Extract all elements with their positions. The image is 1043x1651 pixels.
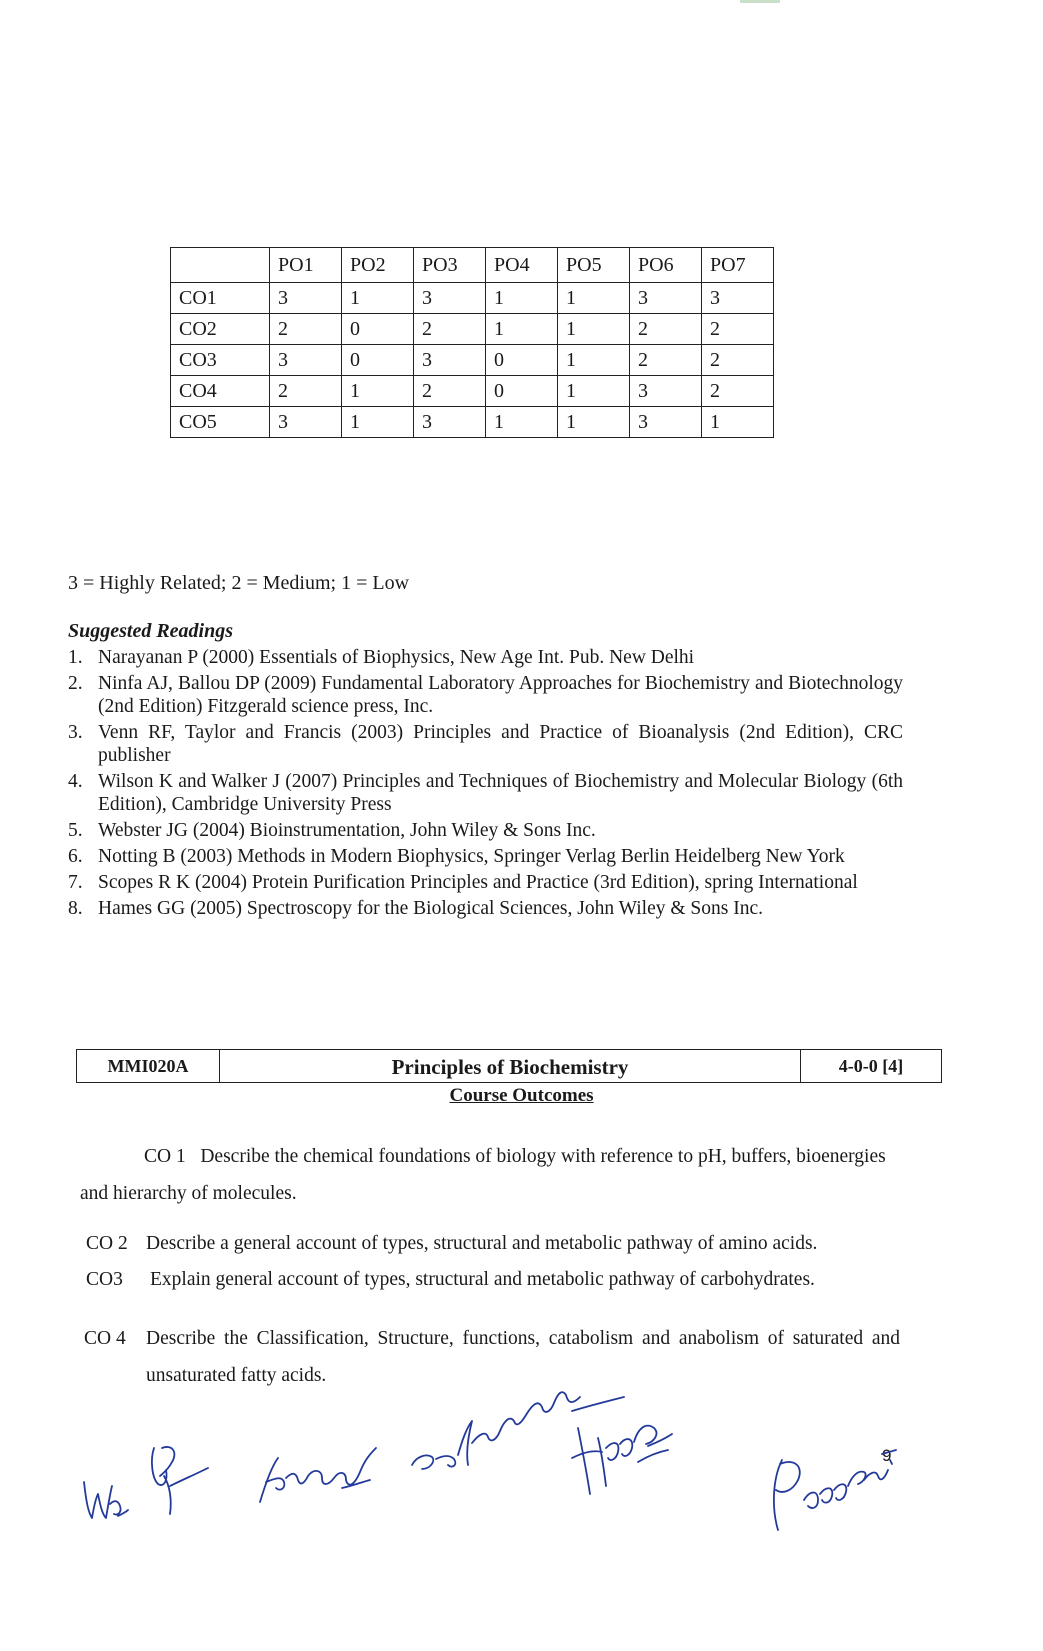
list-item	[68, 897, 903, 920]
course-outcome-4	[84, 1320, 900, 1394]
column-header-po7: PO7	[702, 248, 774, 283]
table-cell: 3	[630, 407, 702, 438]
outcome-text: Describe the Classification, Structure, functions, catabolism and anabolism of saturated and unsaturated fatty acids.	[146, 1328, 900, 1386]
outcome-text: Describe the chemical foundations of biology with reference to pH, buffers, bioenergies and hierarchy of molecules.	[80, 1146, 886, 1204]
signature-1-icon	[80, 1470, 130, 1530]
table-cell: 2	[630, 345, 702, 376]
column-header-po5: PO5	[558, 248, 630, 283]
table-corner-cell	[171, 248, 270, 283]
list-item	[68, 871, 903, 894]
table-cell: 2	[414, 314, 486, 345]
table-cell: 1	[558, 345, 630, 376]
table-cell: 1	[342, 376, 414, 407]
table-row	[171, 376, 774, 407]
table-cell: 1	[558, 376, 630, 407]
outcome-label: CO 1	[144, 1146, 186, 1167]
row-label: CO5	[171, 407, 270, 438]
table-cell: 3	[270, 345, 342, 376]
table-cell: 2	[414, 376, 486, 407]
table-cell: 1	[342, 283, 414, 314]
suggested-readings-list	[68, 646, 903, 923]
list-item	[68, 770, 903, 816]
list-number: 4.	[68, 771, 83, 792]
course-outcomes-heading: Course Outcomes	[449, 1085, 594, 1106]
table-row	[171, 345, 774, 376]
outcome-text: Describe a general account of types, structural and metabolic pathway of amino acids.	[146, 1233, 818, 1254]
outcome-label: CO3	[86, 1269, 123, 1290]
table-cell: 2	[270, 376, 342, 407]
table-cell: 1	[558, 283, 630, 314]
table-cell: 3	[414, 283, 486, 314]
course-title: Principles of Biochemistry	[220, 1050, 801, 1082]
table-cell: 1	[486, 283, 558, 314]
table-cell: 1	[342, 407, 414, 438]
course-outcome-1	[80, 1138, 900, 1212]
course-outcome-3	[86, 1268, 900, 1292]
reading-text: Wilson K and Walker J (2007) Principles and Techniques of Biochemistry and Molecular Biology (6th Edition), Cambridge University Press	[98, 771, 903, 815]
list-item	[68, 646, 903, 669]
table-cell: 0	[342, 314, 414, 345]
column-header-po1: PO1	[270, 248, 342, 283]
table-cell: 2	[630, 314, 702, 345]
column-header-po4: PO4	[486, 248, 558, 283]
list-item	[68, 819, 903, 842]
signature-6-icon	[764, 1430, 904, 1540]
table-cell: 3	[630, 283, 702, 314]
signature-3-icon	[252, 1442, 382, 1512]
table-cell: 2	[270, 314, 342, 345]
list-number: 5.	[68, 820, 83, 841]
list-number: 7.	[68, 872, 83, 893]
suggested-readings-heading: Suggested Readings	[68, 620, 234, 642]
table-header-row	[171, 248, 774, 283]
list-number: 1.	[68, 647, 83, 668]
reading-text: Ninfa AJ, Ballou DP (2009) Fundamental Laboratory Approaches for Biochemistry and Biotechnology (2nd Edition) Fitzgerald science press, Inc.	[98, 673, 903, 717]
table-cell: 2	[702, 345, 774, 376]
column-header-po2: PO2	[342, 248, 414, 283]
list-number: 8.	[68, 898, 83, 919]
list-number: 3.	[68, 722, 83, 743]
signature-2-icon	[142, 1440, 222, 1520]
row-label: CO2	[171, 314, 270, 345]
outcome-text: Explain general account of types, structural and metabolic pathway of carbohydrates.	[150, 1269, 815, 1290]
reading-text: Scopes R K (2004) Protein Purification Principles and Practice (3rd Edition), spring International	[98, 872, 858, 893]
table-cell: 1	[486, 314, 558, 345]
row-label: CO1	[171, 283, 270, 314]
table-cell: 0	[342, 345, 414, 376]
table-cell: 1	[702, 407, 774, 438]
column-header-po6: PO6	[630, 248, 702, 283]
table-cell: 1	[558, 314, 630, 345]
outcome-label: CO 2	[86, 1233, 128, 1254]
course-header-box	[76, 1049, 942, 1083]
page-edge-mark	[740, 0, 780, 3]
table-cell: 3	[270, 407, 342, 438]
table-cell: 0	[486, 376, 558, 407]
table-cell: 1	[486, 407, 558, 438]
table-cell: 1	[558, 407, 630, 438]
table-cell: 3	[702, 283, 774, 314]
table-row	[171, 283, 774, 314]
course-credits: 4-0-0 [4]	[838, 1056, 904, 1076]
reading-text: Hames GG (2005) Spectroscopy for the Biological Sciences, John Wiley & Sons Inc.	[98, 898, 763, 919]
table-cell: 2	[702, 376, 774, 407]
reading-text: Venn RF, Taylor and Francis (2003) Principles and Practice of Bioanalysis (2nd Edition), CRC publisher	[98, 722, 903, 766]
list-number: 2.	[68, 673, 83, 694]
reading-text: Webster JG (2004) Bioinstrumentation, John Wiley & Sons Inc.	[98, 820, 596, 841]
row-label: CO3	[171, 345, 270, 376]
reading-text: Notting B (2003) Methods in Modern Biophysics, Springer Verlag Berlin Heidelberg New York	[98, 846, 845, 867]
table-cell: 3	[630, 376, 702, 407]
table-row	[171, 407, 774, 438]
table-row	[171, 314, 774, 345]
table-cell: 0	[486, 345, 558, 376]
list-item	[68, 672, 903, 718]
table-cell: 3	[414, 407, 486, 438]
reading-text: Narayanan P (2000) Essentials of Biophysics, New Age Int. Pub. New Delhi	[98, 647, 695, 668]
table-cell: 3	[270, 283, 342, 314]
column-header-po3: PO3	[414, 248, 486, 283]
mapping-legend: 3 = Highly Related; 2 = Medium; 1 = Low	[68, 572, 410, 594]
list-number: 6.	[68, 846, 83, 867]
table-cell: 3	[414, 345, 486, 376]
table-cell: 2	[702, 314, 774, 345]
signature-5-icon	[568, 1408, 678, 1508]
row-label: CO4	[171, 376, 270, 407]
co-po-mapping-table	[170, 247, 774, 438]
course-code: MMI020A	[77, 1050, 220, 1082]
list-item	[68, 721, 903, 767]
list-item	[68, 845, 903, 868]
course-outcome-2	[86, 1232, 900, 1256]
page-number: 9	[882, 1446, 892, 1465]
outcome-label: CO 4	[84, 1328, 126, 1349]
